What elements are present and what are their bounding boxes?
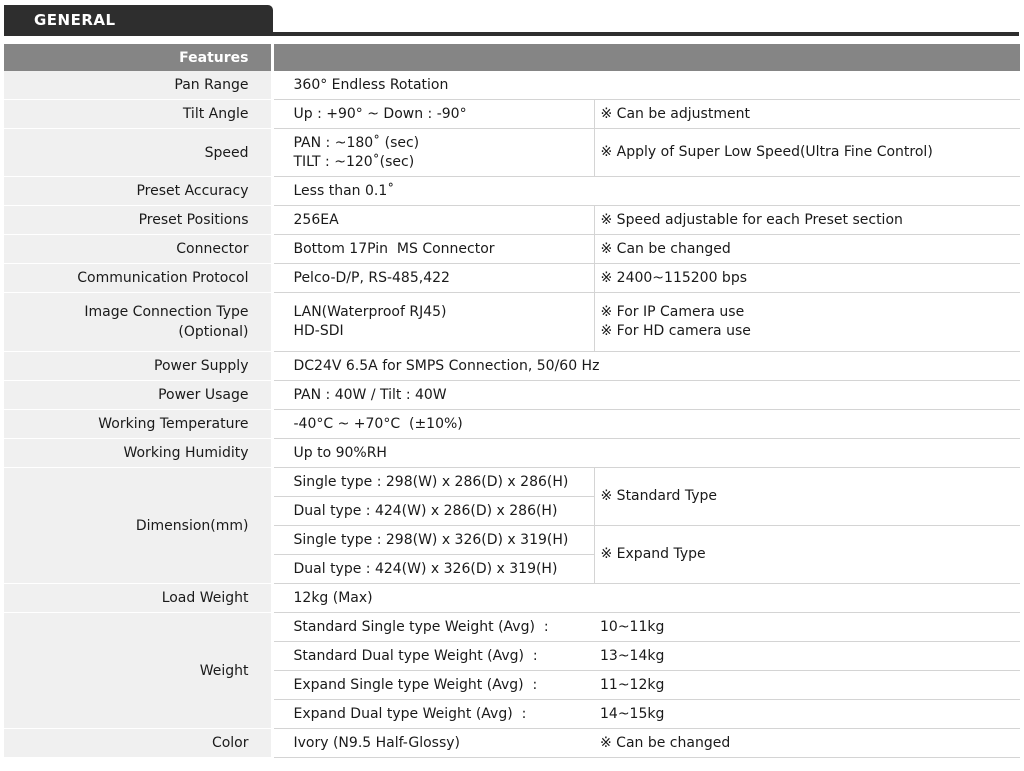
row-value: Ivory (N9.5 Half-Glossy)	[272, 729, 594, 758]
features-header-blank	[272, 44, 1020, 71]
row-value: Up : +90° ~ Down : -90°	[272, 100, 594, 129]
row-label	[4, 293, 272, 352]
weight-item-value: 14~15kg	[594, 700, 1020, 729]
row-value: DC24V 6.5A for SMPS Connection, 50/60 Hz	[272, 352, 1020, 381]
row-note	[594, 293, 1020, 352]
value-line: TILT : ~120˚(sec)	[293, 153, 415, 170]
table-row	[4, 439, 1020, 468]
weight-item-name: Expand Single type Weight (Avg) :	[272, 671, 594, 700]
row-value: 360° Endless Rotation	[272, 71, 1020, 100]
row-label: Preset Accuracy	[4, 177, 272, 206]
row-note: ※ Speed adjustable for each Preset section	[594, 206, 1020, 235]
table-row	[4, 584, 1020, 613]
row-value: 256EA	[272, 206, 594, 235]
table-row	[4, 468, 1020, 497]
dimension-note: ※ Standard Type	[594, 468, 1020, 526]
row-label: Preset Positions	[4, 206, 272, 235]
row-value: Less than 0.1˚	[272, 177, 1020, 206]
table-row	[4, 264, 1020, 293]
row-label: Tilt Angle	[4, 100, 272, 129]
row-value: -40°C ~ +70°C (±10%)	[272, 410, 1020, 439]
table-row	[4, 206, 1020, 235]
weight-item-name: Standard Dual type Weight (Avg) :	[272, 642, 594, 671]
row-note: ※ Can be changed	[594, 729, 1020, 758]
row-label: Power Supply	[4, 352, 272, 381]
row-label: Working Humidity	[4, 439, 272, 468]
dimension-item: Dual type : 424(W) x 286(D) x 286(H)	[272, 497, 594, 526]
table-row	[4, 381, 1020, 410]
row-value: PAN : 40W / Tilt : 40W	[272, 381, 1020, 410]
row-note: ※ Can be adjustment	[594, 100, 1020, 129]
row-value: 12kg (Max)	[272, 584, 1020, 613]
table-row	[4, 293, 1020, 352]
row-value: Bottom 17Pin MS Connector	[272, 235, 594, 264]
weight-item-value: 10~11kg	[594, 613, 1020, 642]
value-line: HD-SDI	[293, 323, 344, 339]
dimension-item: Dual type : 424(W) x 326(D) x 319(H)	[272, 555, 594, 584]
value-line: PAN : ~180˚ (sec)	[293, 134, 420, 151]
row-value: Up to 90%RH	[272, 439, 1020, 468]
dimension-note: ※ Expand Type	[594, 526, 1020, 584]
table-row	[4, 613, 1020, 642]
label-line: Image Connection Type	[84, 304, 249, 320]
row-note: ※ Can be changed	[594, 235, 1020, 264]
table-row	[4, 71, 1020, 100]
row-label: Weight	[4, 613, 272, 729]
label-line: (Optional)	[178, 324, 249, 340]
section-divider	[273, 32, 1019, 36]
value-line: LAN(Waterproof RJ45)	[293, 304, 447, 320]
weight-item-name: Expand Dual type Weight (Avg) :	[272, 700, 594, 729]
row-value	[272, 129, 594, 177]
row-label: Communication Protocol	[4, 264, 272, 293]
table-row	[4, 352, 1020, 381]
weight-item-value: 13~14kg	[594, 642, 1020, 671]
row-value: Pelco-D/P, RS-485,422	[272, 264, 594, 293]
row-label: Pan Range	[4, 71, 272, 100]
note-line: ※ For HD camera use	[600, 323, 751, 339]
row-label: Connector	[4, 235, 272, 264]
table-row	[4, 410, 1020, 439]
row-label: Color	[4, 729, 272, 758]
dimension-item: Single type : 298(W) x 286(D) x 286(H)	[272, 468, 594, 497]
table-row	[4, 729, 1020, 758]
row-note: ※ 2400~115200 bps	[594, 264, 1020, 293]
table-row	[4, 129, 1020, 177]
table-row	[4, 100, 1020, 129]
weight-item-name: Standard Single type Weight (Avg) :	[272, 613, 594, 642]
row-label: Dimension(mm)	[4, 468, 272, 584]
row-value	[272, 293, 594, 352]
row-label: Working Temperature	[4, 410, 272, 439]
row-note: ※ Apply of Super Low Speed(Ultra Fine Control)	[594, 129, 1020, 177]
row-label: Speed	[4, 129, 272, 177]
weight-item-value: 11~12kg	[594, 671, 1020, 700]
table-row	[4, 235, 1020, 264]
spec-table	[4, 44, 1020, 758]
note-line: ※ For IP Camera use	[600, 304, 745, 320]
section-title: GENERAL	[4, 5, 273, 36]
table-row	[4, 177, 1020, 206]
dimension-item: Single type : 298(W) x 326(D) x 319(H)	[272, 526, 594, 555]
table-header-row	[4, 44, 1020, 71]
features-header: Features	[4, 44, 272, 71]
row-label: Power Usage	[4, 381, 272, 410]
row-label: Load Weight	[4, 584, 272, 613]
section-header	[0, 0, 1024, 40]
